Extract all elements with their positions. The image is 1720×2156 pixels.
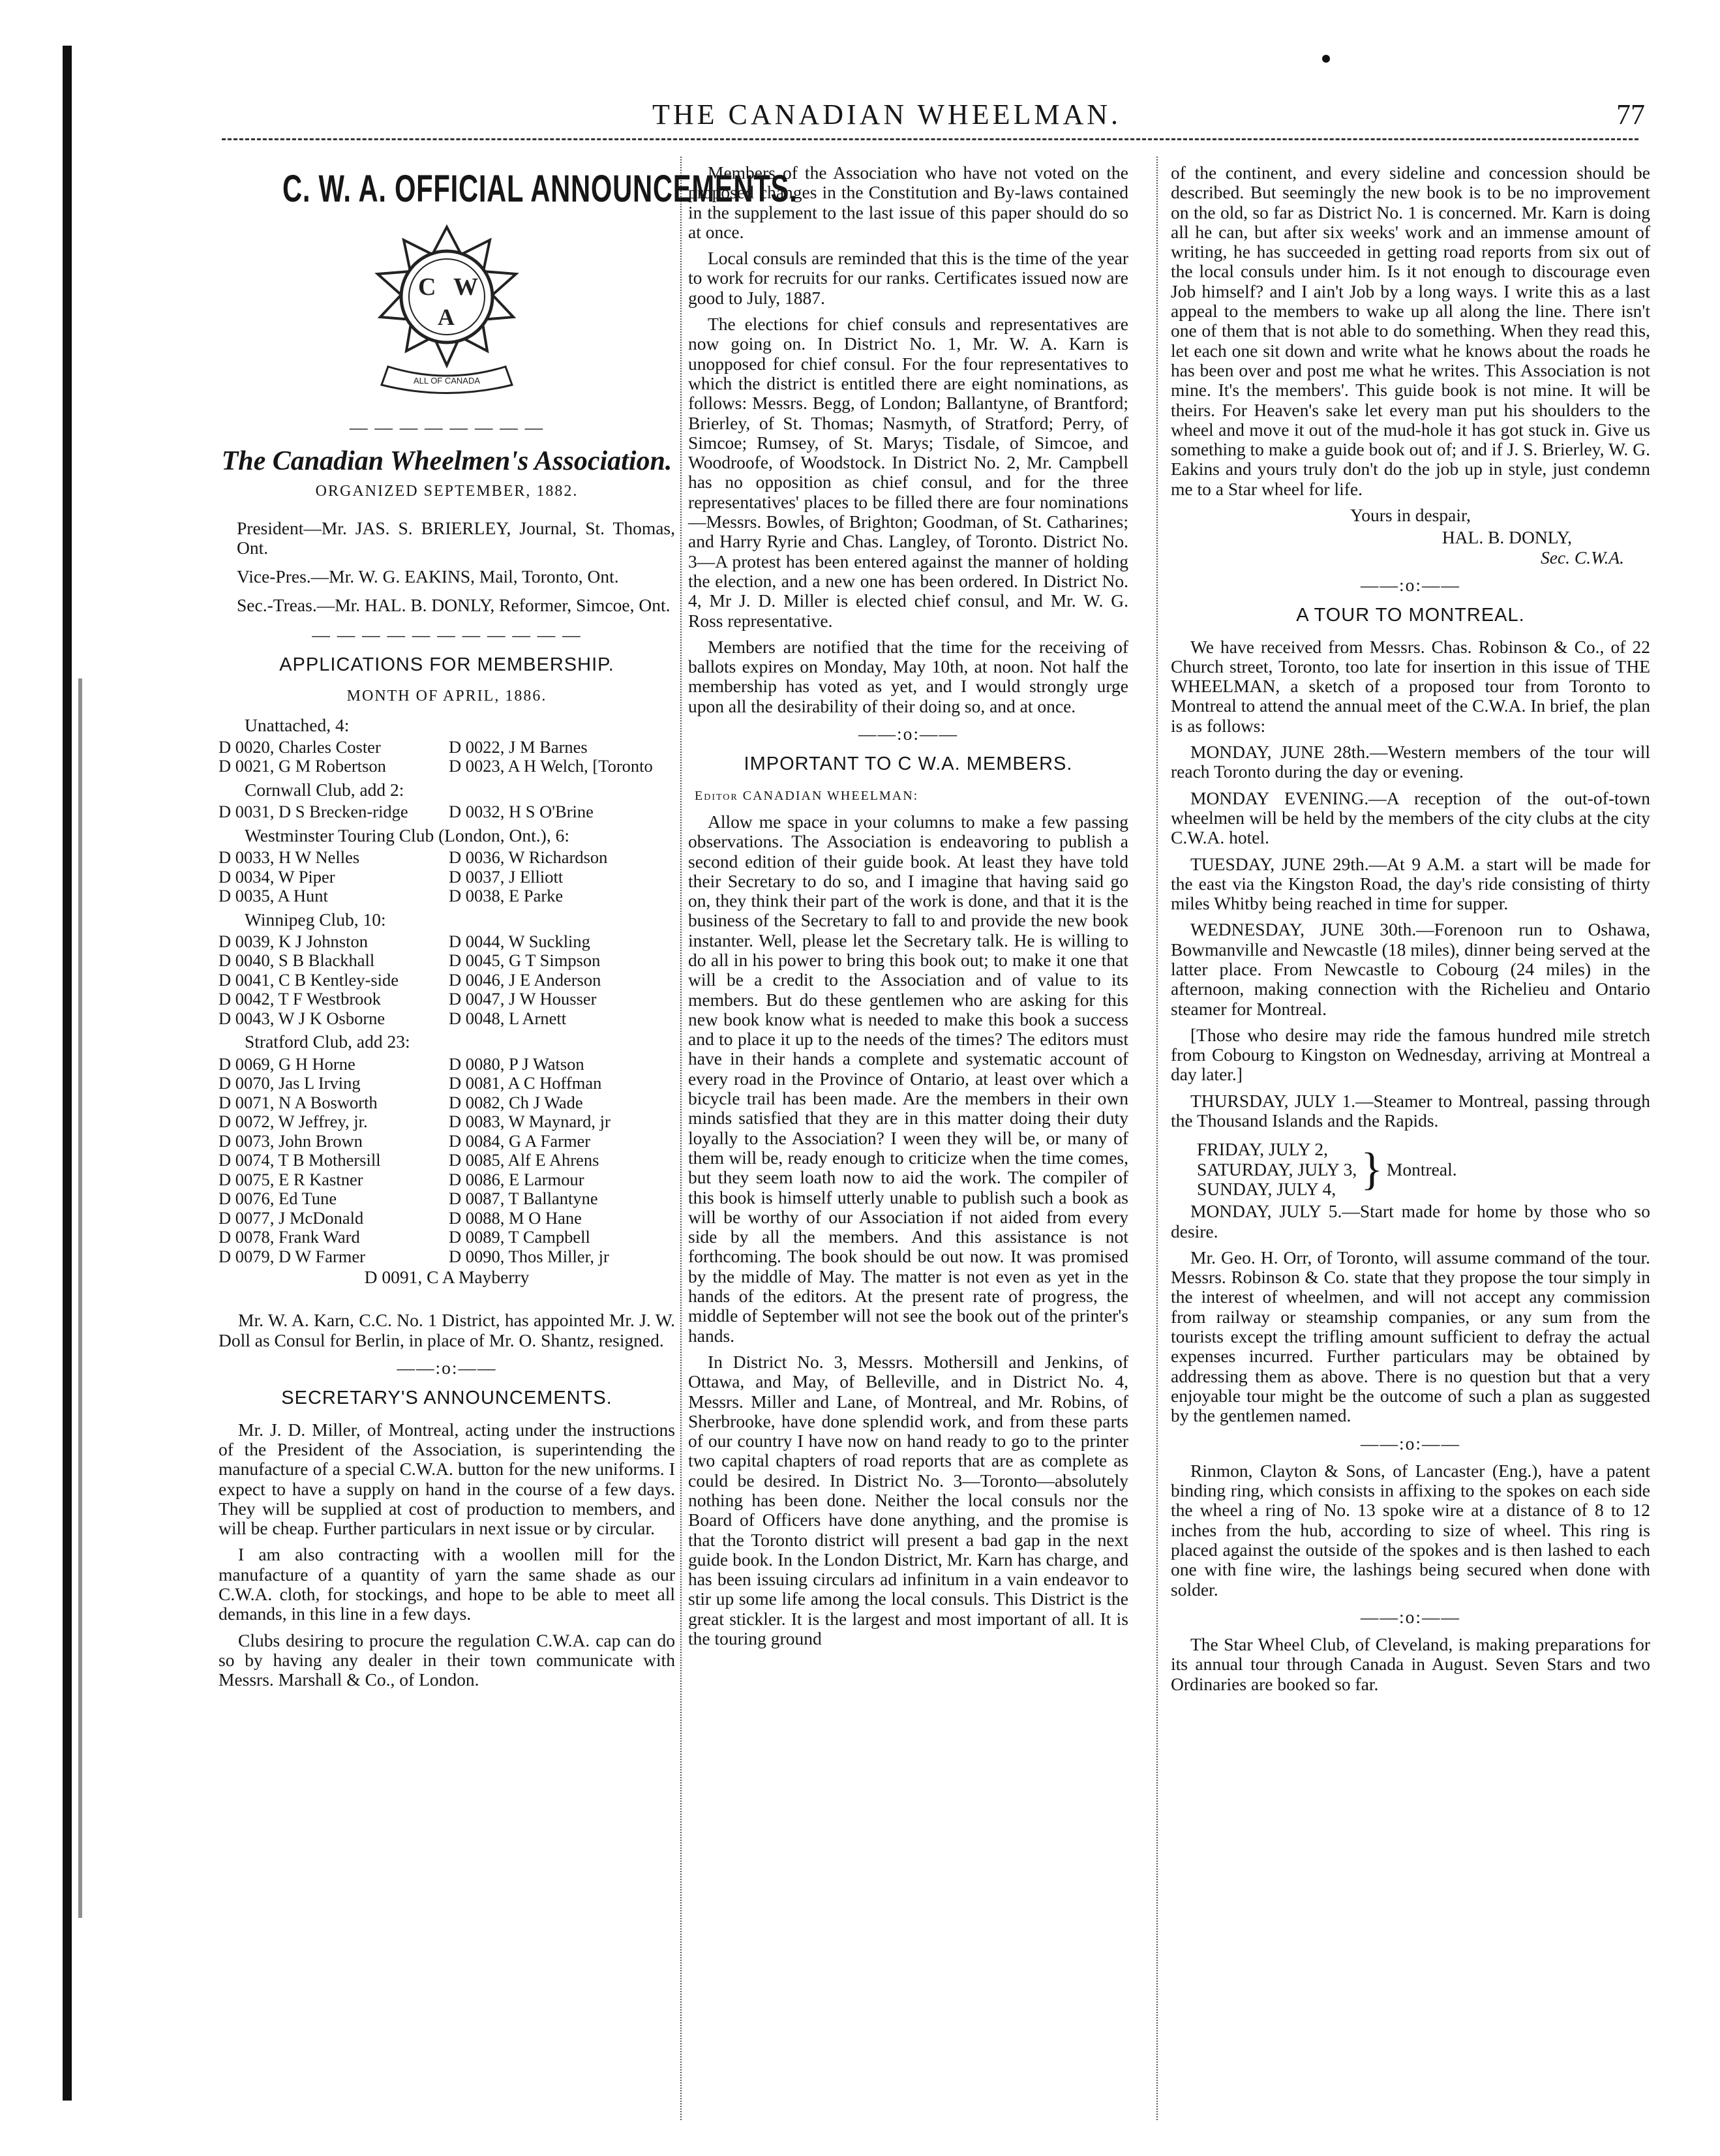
applications-month: MONTH OF APRIL, 1886. xyxy=(346,688,547,705)
secretary-para-3: Clubs desiring to procure the regulation C.W.A. cap can do so by having any dealer in their town communicate with Messrs. Marshall & Co., of London. xyxy=(219,1630,675,1690)
divider-3: ——:o:—— xyxy=(1360,574,1461,595)
member-entry: D 0037, J Elliott xyxy=(449,866,564,887)
member-entry: D 0088, M O Hane xyxy=(449,1207,582,1228)
member-entry: D 0021, G M Robertson xyxy=(219,756,386,776)
member-entry: D 0079, D W Farmer xyxy=(219,1246,365,1266)
member-entry: D 0038, E Parke xyxy=(449,886,564,906)
secretary-para-1: Mr. J. D. Miller, of Montreal, acting under the instructions of the President of the Association, is superintending the manufacture of a special C.W.A. button for the new uniforms. I expect to have a supply on hand in the course of a few days. They will be supplied at cost of production to members, and will be cheap. Further particulars in next issue or by circular. xyxy=(219,1419,675,1539)
badge-letter-a: A xyxy=(438,304,455,330)
member-entry: D 0089, T Campbell xyxy=(449,1227,590,1247)
member-entry: D 0081, A C Hoffman xyxy=(449,1073,602,1093)
member-grid xyxy=(219,848,675,906)
member-entry: D 0032, H S O'Brine xyxy=(449,802,594,822)
divider-4: ——:o:—— xyxy=(1360,1433,1461,1453)
member-entry: D 0033, H W Nelles xyxy=(219,847,360,868)
member-entry: D 0071, N A Bosworth xyxy=(219,1092,378,1112)
ink-speck xyxy=(1322,55,1330,63)
club-label: Unattached, 4: xyxy=(245,714,350,735)
member-entry: D 0082, Ch J Wade xyxy=(449,1092,583,1112)
member-entry: D 0075, E R Kastner xyxy=(219,1169,363,1189)
date-friday: FRIDAY, JULY 2, xyxy=(1197,1139,1328,1160)
member-grid xyxy=(219,932,675,1029)
member-entry: D 0035, A Hunt xyxy=(219,886,328,906)
page-binding-edge xyxy=(63,46,72,2101)
continued-letter: of the continent, and every sideline and concession should be described. But seemingly the new book is to be no improvement on the old, so far as District No. 1 is concerned. Mr. Karn is doing all he can, but after six weeks' work and an immense amount of writing, he has succeeded in getting road reports from six out of the local consuls under him. Is it not enough to discourage even Job himself? and I ain't Job by a long ways. I write this as a last appeal to the members to wake up all along the line. There isn't one of them that is not able to do something. When they read this, let each one sit down and write what he knows about the roads he has been over and post me what he writes. This Association is not mine. It's the members'. This guide book is not mine. It will be theirs. For Heaven's sake let every man put his shoulders to the wheel and move it out of the mud-hole it has got stuck in. Give us something to make a guide book out of; and if J. S. Brierley, W. G. Eakins and yours truly don't do the job up in style, just condemn me to a Star wheel for life. xyxy=(1171,162,1650,499)
secretary-heading: SECRETARY'S ANNOUNCEMENTS. xyxy=(281,1388,612,1409)
col2-para-4: Members are notified that the time for the receiving of ballots expires on Monday, May 10th, at noon. Not half the membership has voted as yet, and I would strongly urge upon all the desirability of their doing so, and at once. xyxy=(688,636,1128,716)
cwa-badge-icon xyxy=(362,222,532,398)
header-rule xyxy=(222,138,1638,144)
member-entry: D 0043, W J K Osborne xyxy=(219,1008,385,1028)
tour-para-1: We have received from Messrs. Chas. Robinson & Co., of 22 Church street, Toronto, too late for insertion in this issue of THE WHEELMAN, a sketch of a proposed tour from Toronto to Montreal to attend the annual meet of the C.W.A. In brief, the plan is as follows: xyxy=(1171,636,1650,736)
secretary-para-2: I am also contracting with a woollen mill for the manufacture of a quantity of yarn the same shade as our C.W.A. cloth, for stockings, and hope to be able to meet all demands, in this line in a few days. xyxy=(219,1544,675,1624)
divider-2: ——:o:—— xyxy=(858,723,959,744)
letter-signer: HAL. B. DONLY, xyxy=(1441,527,1572,548)
important-heading: IMPORTANT TO C W.A. MEMBERS. xyxy=(744,753,1073,775)
column-rule-1 xyxy=(680,157,682,2120)
editor-salutation: Editor CANADIAN WHEELMAN: xyxy=(695,788,919,803)
col2-para-3: The elections for chief consuls and representatives are now going on. In District No. 1, Mr. W. A. Karn is unopposed for chief consul. For the four representatives to which the district is entitled there are eight nominations, as follows: Messrs. Begg, of London; Ballantyne, of Brantford; Brierley, of St. Thomas; Nasmyth, of Stratford; Perry, of Simcoe; Rumsey, of St. Marys; Tisdale, of Simcoe, and Woodroofe, of Woodstock. In District No. 2, Mr. Campbell has no opposition as chief consul, and for the three representatives' places to be filled there are four nominations—Messrs. Bowles, of Brighton; Goodman, of St. Catharines; and Harry Ryrie and Chas. Langley, of Toronto. District No. 3—A protest has been entered against the manner of holding the election, and a new one has been ordered. In District No. 4, Mr J. D. Miller is elected chief consul, and Mr. W. G. Ross representative. xyxy=(688,314,1128,631)
tour-para-2: MONDAY, JUNE 28th.—Western members of the tour will reach Toronto during the day or evening. xyxy=(1171,742,1650,782)
member-entry: D 0086, E Larmour xyxy=(449,1169,584,1189)
badge-scroll-text: ALL OF CANADA xyxy=(413,376,481,386)
tour-para-4: TUESDAY, JUNE 29th.—At 9 A.M. a start will be made for the east via the Kingston Road, the day's ride consisting of thirty miles Whitby being reached in time for supper. xyxy=(1171,853,1650,914)
important-para-1: Allow me space in your columns to make a few passing observations. The Association is endeavoring to publish a second edition of their guide book. At least they have told their Secretary to do so, and I imagine that having said go on, they think their part of the work is done, and that it is the business of the Secretary to fall to and provide the new book instanter. Well, please let the Secretary talk. He is willing to do all in his power to bring this book out; to make it one that will be a credit to the Association and of value to its members. But do these gentlemen who are asking for this new book know what is needed to make this book a success and to place it up to the needs of the times? The editors must have in their hands a complete and systematic account of every road in the Province of Ontario, at least over which a bicycle trail has been made. Are the members in their own minds satisfied that they are in this matter doing their duty loyally to the Association? I ween they will be, or many of them will be, ready enough to criticize when the time comes, but they seem loath now to aid the work. The compiler of this book is himself utterly unable to publish such a book as will be worthy of our Association if not aided from every side by all the members. And this assistance is not forthcoming. The book should be out now. It was promised by the middle of May. The matter is not even as yet in the hands of the editors. At the present rate of progress, the middle of September will not see the book out of the printer's hands. xyxy=(688,811,1128,1346)
tour-para-5: WEDNESDAY, JUNE 30th.—Forenoon run to Oshawa, Bowmanville and Newcastle (18 miles), dinner being served at the latter place. From Newcastle to Cobourg (24 miles) in the afternoon, making connection with the Richelieu and Ontario steamer for Montreal. xyxy=(1171,919,1650,1019)
member-entry: D 0080, P J Watson xyxy=(449,1054,584,1074)
member-entry: D 0083, W Maynard, jr xyxy=(449,1112,611,1132)
member-entry: D 0031, D S Brecken-ridge xyxy=(219,802,408,822)
tour-para-8: MONDAY, JULY 5.—Start made for home by those who so desire. xyxy=(1171,1201,1650,1241)
officer-president: President—Mr. JAS. S. BRIERLEY, Journal, St. Thomas, Ont. xyxy=(237,517,675,558)
club-label: Westminster Touring Club (London, Ont.), 6: xyxy=(245,825,569,845)
badge-letter-c: C xyxy=(418,273,436,301)
member-entry: D 0039, K J Johnston xyxy=(219,931,368,951)
association-name: The Canadian Wheelmen's Association. xyxy=(221,446,672,477)
member-entry: D 0034, W Piper xyxy=(219,866,335,887)
member-entry: D 0077, J McDonald xyxy=(219,1207,364,1228)
member-entry: D 0041, C B Kentley-side xyxy=(219,969,399,990)
organized-line: ORGANIZED SEPTEMBER, 1882. xyxy=(315,483,579,500)
member-entry: D 0087, T Ballantyne xyxy=(449,1189,598,1209)
divider-5: ——:o:—— xyxy=(1360,1606,1461,1627)
page-binding-shadow xyxy=(78,678,82,1918)
member-entry: D 0046, J E Anderson xyxy=(449,969,601,990)
member-entry: D 0045, G T Simpson xyxy=(449,950,601,971)
running-title: THE CANADIAN WHEELMAN. xyxy=(652,99,1121,130)
member-entry: D 0023, A H Welch, [Toronto xyxy=(449,756,653,776)
member-entry: D 0069, G H Horne xyxy=(219,1054,355,1074)
letter-closing: Yours in despair, xyxy=(1350,505,1471,526)
date-saturday: SATURDAY, JULY 3, xyxy=(1197,1159,1357,1179)
member-entry: D 0036, W Richardson xyxy=(449,847,608,868)
rule-1: — — — — — — — — xyxy=(349,417,545,437)
club-label: Cornwall Club, add 2: xyxy=(245,779,404,800)
col2-para-1: Members of the Association who have not voted on the proposed changes in the Constitution and By-laws contained in the supplement to the last issue of this paper should do so at once. xyxy=(688,162,1128,242)
applications-heading: APPLICATIONS FOR MEMBERSHIP. xyxy=(279,654,614,676)
column-1 xyxy=(219,163,798,1697)
last-member: D 0091, C A Mayberry xyxy=(364,1267,530,1288)
member-entry: D 0085, Alf E Ahrens xyxy=(449,1150,599,1170)
member-entry: D 0022, J M Barnes xyxy=(449,736,588,757)
badge-letter-w: W xyxy=(453,273,478,301)
date-sunday: SUNDAY, JULY 4, xyxy=(1197,1178,1336,1199)
divider-1: ——:o:—— xyxy=(397,1358,497,1378)
column-rule-2 xyxy=(1156,157,1158,2120)
member-entry: D 0073, John Brown xyxy=(219,1131,363,1151)
karn-note: Mr. W. A. Karn, C.C. No. 1 District, has appointed Mr. J. W. Doll as Consul for Berlin, in place of Mr. O. Shantz, resigned. xyxy=(219,1310,675,1350)
member-entry: D 0044, W Suckling xyxy=(449,931,590,951)
member-entry: D 0020, Charles Coster xyxy=(219,736,381,757)
rinmon-para: Rinmon, Clayton & Sons, of Lancaster (Eng.), have a patent binding ring, which consists in affixing to the spokes on each side the wheel a ring of No. 13 spoke wire at a distance of 8 to 12 inches from the hub, according to size of wheel. This ring is placed against the outside of the spokes and is then lashed to each one with fine wire, the lashings being secured when done with solder. xyxy=(1171,1460,1650,1600)
page-number: 77 xyxy=(1616,99,1645,130)
member-entry: D 0078, Frank Ward xyxy=(219,1227,360,1247)
brace-icon: } xyxy=(1361,1144,1383,1194)
tour-heading: A TOUR TO MONTREAL. xyxy=(1296,605,1525,626)
member-entry: D 0076, Ed Tune xyxy=(219,1189,337,1209)
letter-signer-title: Sec. C.W.A. xyxy=(1540,547,1624,568)
column-3 xyxy=(1171,163,1650,1701)
membership-list xyxy=(219,716,675,1266)
dates-place: Montreal. xyxy=(1386,1159,1457,1179)
member-entry: D 0048, L Arnett xyxy=(449,1008,567,1028)
club-label: Stratford Club, add 23: xyxy=(245,1031,410,1052)
member-grid xyxy=(219,1055,675,1267)
tour-para-6: [Those who desire may ride the famous hundred mile stretch from Cobourg to Kingston on Wednesday, arriving at Montreal a day later.] xyxy=(1171,1024,1650,1085)
member-entry: D 0047, J W Housser xyxy=(449,989,597,1009)
member-entry: D 0070, Jas L Irving xyxy=(219,1073,361,1093)
club-label: Winnipeg Club, 10: xyxy=(245,909,386,930)
member-entry: D 0074, T B Mothersill xyxy=(219,1150,381,1170)
member-entry: D 0042, T F Westbrook xyxy=(219,989,381,1009)
rule-2: — — — — — — — — — — — xyxy=(312,624,582,645)
montreal-dates xyxy=(1171,1137,1650,1202)
column-2 xyxy=(688,163,1128,1655)
tour-para-9: Mr. Geo. H. Orr, of Toronto, will assume command of the tour. Messrs. Robinson & Co. state that they propose the tour simply in the interest of wheelmen, and will not accept any commission from railway or steamship companies, or any sum from the tourists except the trifling amount sufficient to defray the actual expenses incurred. Further particulars may be obtained by addressing them as above. There is no question but that a very enjoyable tour might be the outcome of such a plan as suggested by the gentlemen named. xyxy=(1171,1247,1650,1426)
member-entry: D 0072, W Jeffrey, jr. xyxy=(219,1112,368,1132)
member-entry: D 0090, Thos Miller, jr xyxy=(449,1246,609,1266)
star-club-para: The Star Wheel Club, of Cleveland, is making preparations for its annual tour through Canada in August. Seven Stars and two Ordinaries are booked so far. xyxy=(1171,1634,1650,1694)
dates-list xyxy=(1171,1140,1357,1199)
official-announcements-title: C. W. A. OFFICIAL ANNOUNCEMENTS. xyxy=(282,168,798,210)
important-para-2: In District No. 3, Messrs. Mothersill and Jenkins, of Ottawa, and May, of Belleville, and in District No. 4, Messrs. Miller and Lane, of Montreal, and Mr. Robins, of Sherbrooke, have done splendid work, and from these parts of our country I have now on hand ready to go to the printer two capital chapters of road reports that are as complete as could be desired. In District No. 3—Toronto—absolutely nothing has been done. Neither the local consuls nor the Board of Officers have done anything, and the promise is that the Toronto district will present a bad gap in the next guide book. In the London District, Mr. Karn has charge, and has been issuing circulars ad infinitum in a vain endeavor to stir up some life among the local consuls. This District is the great stickler. It is the largest and most important of all. It is the touring ground xyxy=(688,1351,1128,1649)
col2-para-2: Local consuls are reminded that this is the time of the year to work for recruits for our ranks. Certificates issued now are good to July, 1887. xyxy=(688,248,1128,308)
tour-para-7: THURSDAY, JULY 1.—Steamer to Montreal, passing through the Thousand Islands and the Rapids. xyxy=(1171,1090,1650,1131)
officer-vice-president: Vice-Pres.—Mr. W. G. EAKINS, Mail, Toronto, Ont. xyxy=(237,566,619,587)
member-entry: D 0040, S B Blackhall xyxy=(219,950,375,971)
member-grid xyxy=(219,802,675,822)
tour-para-3: MONDAY EVENING.—A reception of the out-of-town wheelmen will be held by the members of the city clubs at the city C.W.A. hotel. xyxy=(1171,787,1650,848)
officer-secretary: Sec.-Treas.—Mr. HAL. B. DONLY, Reformer, Simcoe, Ont. xyxy=(237,595,671,616)
member-grid xyxy=(219,738,675,776)
member-entry: D 0084, G A Farmer xyxy=(449,1131,591,1151)
